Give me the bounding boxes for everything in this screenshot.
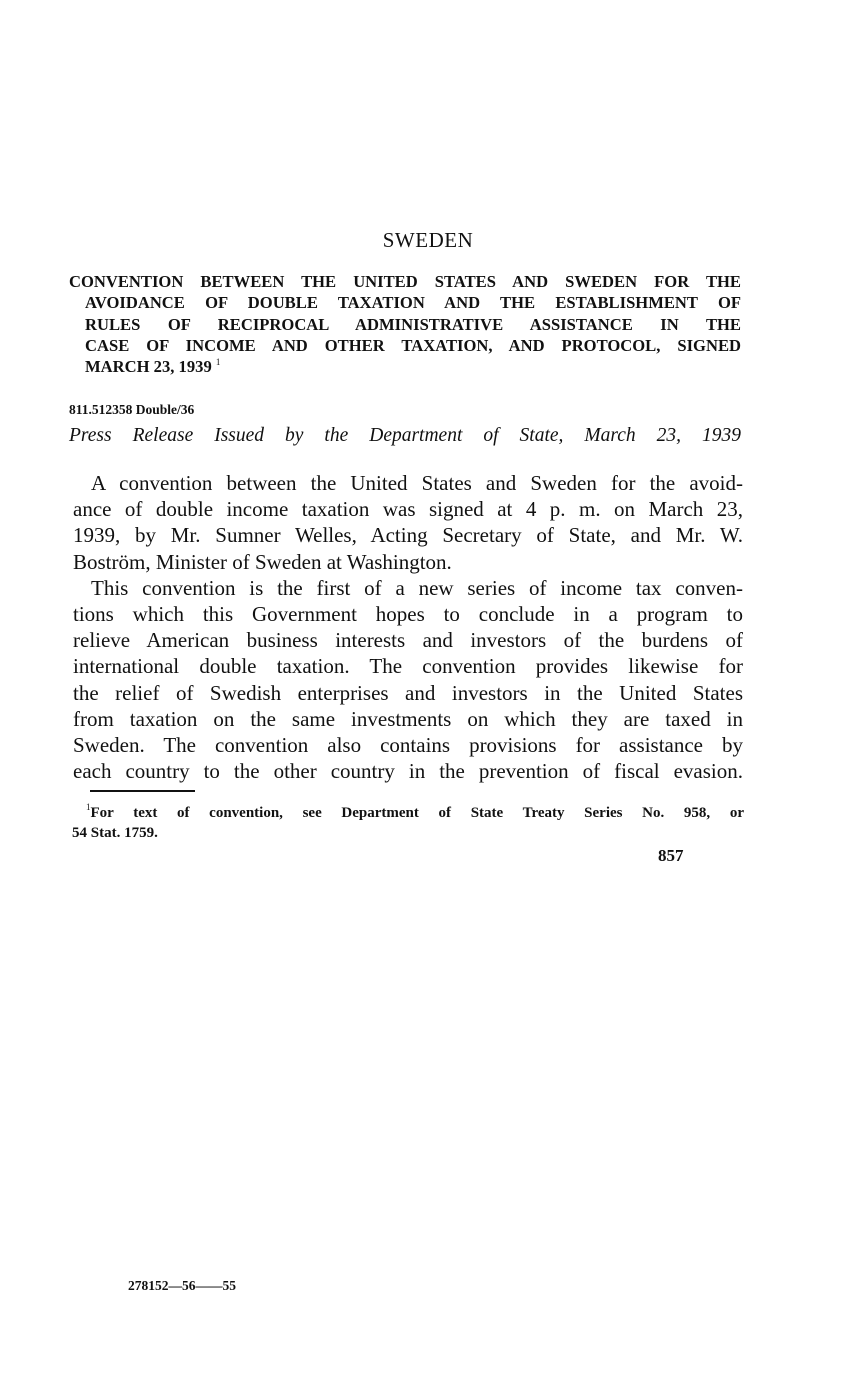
title-line: CONVENTION BETWEEN THE UNITED STATES AND SWEDEN FOR THE (69, 272, 741, 291)
title-line: CASE OF INCOME AND OTHER TAXATION, AND PROTOCOL, SIGNED (85, 335, 741, 355)
print-code: 278152—56——55 (128, 1278, 236, 1293)
footnote-text: For text of convention, see Department of State Treaty Series No. 958, or (90, 805, 744, 821)
footnote-line: 54 Stat. 1759. (72, 825, 158, 841)
paragraph-2-line: international double taxation. The convention provides likewise for (73, 654, 743, 679)
paragraph-2-line: This convention is the first of a new series of income tax conven- (91, 575, 743, 600)
footnote (72, 802, 744, 843)
document-title (69, 271, 741, 377)
paragraph-1-line: 1939, by Mr. Sumner Welles, Acting Secretary of State, and Mr. W. (73, 523, 743, 548)
title-line-text: MARCH 23, 1939 (85, 357, 212, 377)
title-line-last (69, 356, 741, 377)
paragraph-2-line: Sweden. The convention also contains provisions for assistance by (73, 733, 743, 758)
file-number: 811.512358 Double/36 (69, 402, 195, 417)
paragraph-2-line: relieve American business interests and investors of the burdens of (73, 628, 743, 653)
page-number: 857 (658, 846, 684, 865)
press-release-subheading: Press Release Issued by the Department of State, March 23, 1939 (69, 425, 741, 446)
title-line: AVOIDANCE OF DOUBLE TAXATION AND THE ESTABLISHMENT OF (85, 293, 741, 313)
footnote-line (86, 803, 744, 823)
paragraph-1-line: A convention between the United States and Sweden for the avoid- (91, 471, 743, 495)
country-heading: SWEDEN (382, 228, 474, 252)
title-footnote-marker: 1 (215, 357, 221, 368)
footnote-rule (90, 790, 195, 792)
footnote-marker: 1 (86, 802, 91, 812)
title-line: RULES OF RECIPROCAL ADMINISTRATIVE ASSISTANCE IN THE (85, 314, 741, 334)
paragraph-2-line: from taxation on the same investments on which they are taxed in (73, 706, 743, 731)
paragraph-2-line: tions which this Government hopes to conclude in a program to (73, 602, 743, 627)
paragraph-1-line: ance of double income taxation was signed at 4 p. m. on March 23, (73, 497, 743, 522)
paragraph-2-line: each country to the other country in the prevention of fiscal evasion. (73, 759, 743, 784)
paragraph-2-line: the relief of Swedish enterprises and investors in the United States (73, 680, 743, 705)
body-text (73, 470, 743, 784)
paragraph-1-line: Boström, Minister of Sweden at Washington. (73, 549, 452, 574)
